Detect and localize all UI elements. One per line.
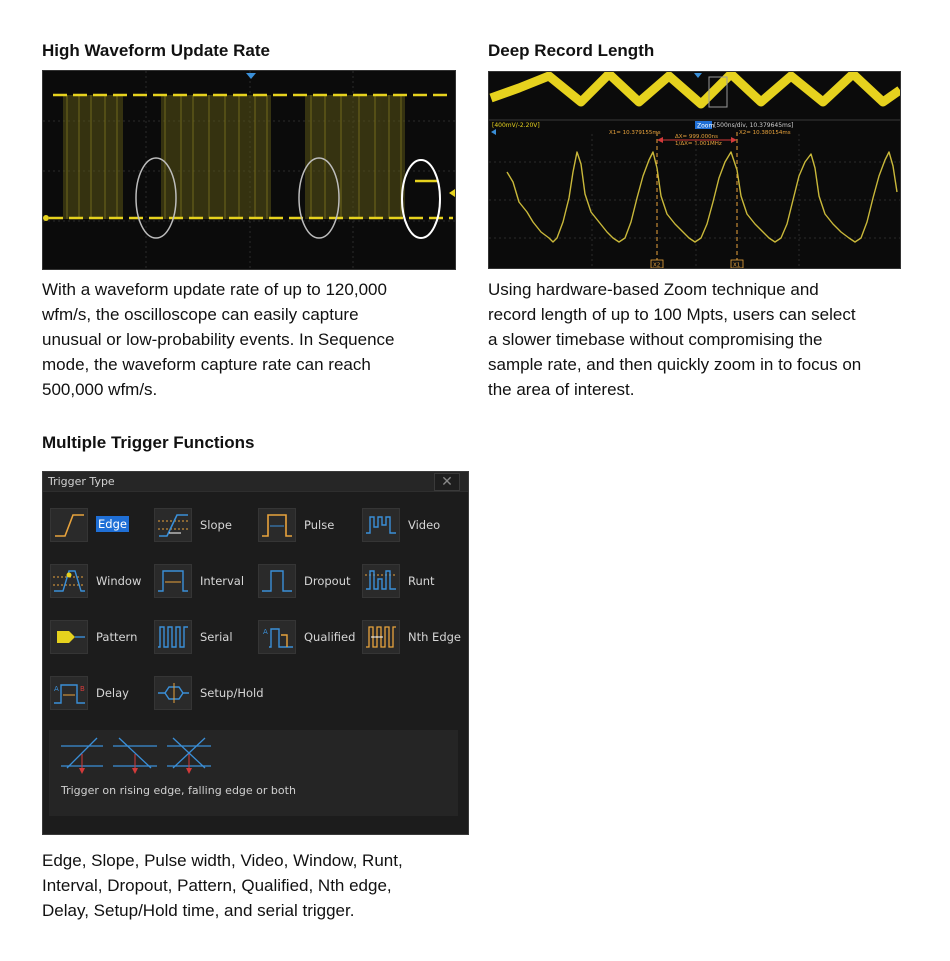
triggers-text bbox=[42, 848, 462, 923]
record-length-line: sample rate, and then quickly zoom in to focus on bbox=[488, 355, 862, 374]
update-rate-text bbox=[42, 277, 450, 402]
trigger-option-label: Runt bbox=[408, 574, 435, 588]
dropout-trigger-icon bbox=[258, 564, 296, 598]
trigger-option-label: Pulse bbox=[304, 518, 335, 532]
trigger-option-label: Serial bbox=[200, 630, 233, 644]
delay-trigger-icon bbox=[50, 676, 88, 710]
cursor-x1-marker: X1 bbox=[733, 262, 741, 269]
slope-trigger-icon bbox=[154, 508, 192, 542]
close-icon: ✕ bbox=[441, 474, 453, 490]
svg-text:B: B bbox=[80, 685, 85, 693]
persistence-scope-screenshot bbox=[42, 70, 456, 270]
svg-text:A: A bbox=[54, 685, 59, 693]
record-length-line: record length of up to 100 Mpts, users can select bbox=[488, 305, 856, 324]
update-rate-line: With a waveform update rate of up to 120,000 bbox=[42, 280, 387, 299]
trigger-option-label: Slope bbox=[200, 518, 232, 532]
zoom-tag: Zoom bbox=[697, 122, 715, 130]
update-rate-title: High Waveform Update Rate bbox=[42, 41, 270, 60]
pulse-trigger-icon bbox=[258, 508, 296, 542]
trigger-option-label: Nth Edge bbox=[408, 630, 461, 644]
runt-trigger-icon bbox=[362, 564, 400, 598]
update-rate-line: wfm/s, the oscilloscope can easily capture bbox=[42, 305, 359, 324]
update-rate-line: mode, the waveform capture rate can reach bbox=[42, 355, 371, 374]
edge-slope-diagram bbox=[57, 732, 227, 776]
record-length-line: a slower timebase without compromising the bbox=[488, 330, 823, 349]
trigger-option-label: Delay bbox=[96, 686, 129, 700]
cursor-frequency-readout: 1/ΔX= 1.001MHz bbox=[675, 141, 722, 147]
triggers-line: Delay, Setup/Hold time, and serial trigger. bbox=[42, 901, 355, 920]
trigger-option-label: Dropout bbox=[304, 574, 351, 588]
triggers-title: Multiple Trigger Functions bbox=[42, 433, 255, 452]
channel-scale-label: [400mV/-2.20V] bbox=[492, 122, 540, 129]
record-length-line: the area of interest. bbox=[488, 380, 635, 399]
trigger-option-label: Qualified bbox=[304, 630, 356, 644]
video-trigger-icon bbox=[362, 508, 400, 542]
trigger-option-label: Window bbox=[96, 574, 142, 588]
cursor-delta-readout: ΔX= 999.000ns bbox=[675, 134, 718, 140]
update-rate-line: 500,000 wfm/s. bbox=[42, 380, 158, 399]
trigger-option-label: Interval bbox=[200, 574, 245, 588]
triggers-line: Interval, Dropout, Pattern, Qualified, Nth edge, bbox=[42, 876, 392, 895]
record-length-title: Deep Record Length bbox=[488, 41, 655, 60]
svg-text:A: A bbox=[263, 628, 268, 636]
trigger-description-panel bbox=[49, 730, 458, 816]
pattern-trigger-icon bbox=[50, 620, 88, 654]
record-length-line: Using hardware-based Zoom technique and bbox=[488, 280, 819, 299]
qualified-trigger-icon bbox=[258, 620, 296, 654]
cursor-x2-marker: X2 bbox=[653, 262, 661, 269]
dialog-header bbox=[43, 472, 468, 492]
update-rate-line: unusual or low-probability events. In Sequence bbox=[42, 330, 395, 349]
interval-trigger-icon bbox=[154, 564, 192, 598]
zoom-timebase-label: [500ns/div, 10.379645ms] bbox=[714, 122, 794, 129]
record-length-text bbox=[488, 277, 897, 402]
trigger-option-label: Pattern bbox=[96, 630, 138, 644]
close-button[interactable] bbox=[434, 473, 460, 491]
cursor-x1-readout: X1= 10.379155ms bbox=[609, 130, 661, 136]
trigger-option-label: Video bbox=[408, 518, 441, 532]
trigger-option-label: Setup/Hold bbox=[200, 686, 264, 700]
nth-edge-trigger-icon bbox=[362, 620, 400, 654]
setup-hold-trigger-icon bbox=[154, 676, 192, 710]
edge-trigger-icon bbox=[50, 508, 88, 542]
triggers-line: Edge, Slope, Pulse width, Video, Window, Runt, bbox=[42, 851, 403, 870]
dialog-title: Trigger Type bbox=[48, 475, 115, 488]
trigger-description-text: Trigger on rising edge, falling edge or both bbox=[61, 784, 296, 797]
cursor-x2-readout: X2= 10.380154ms bbox=[739, 130, 791, 136]
window-trigger-icon bbox=[50, 564, 88, 598]
zoom-scope-screenshot bbox=[488, 71, 901, 269]
trigger-option-label: Edge bbox=[98, 517, 127, 531]
serial-trigger-icon bbox=[154, 620, 192, 654]
trigger-type-dialog bbox=[42, 471, 469, 835]
